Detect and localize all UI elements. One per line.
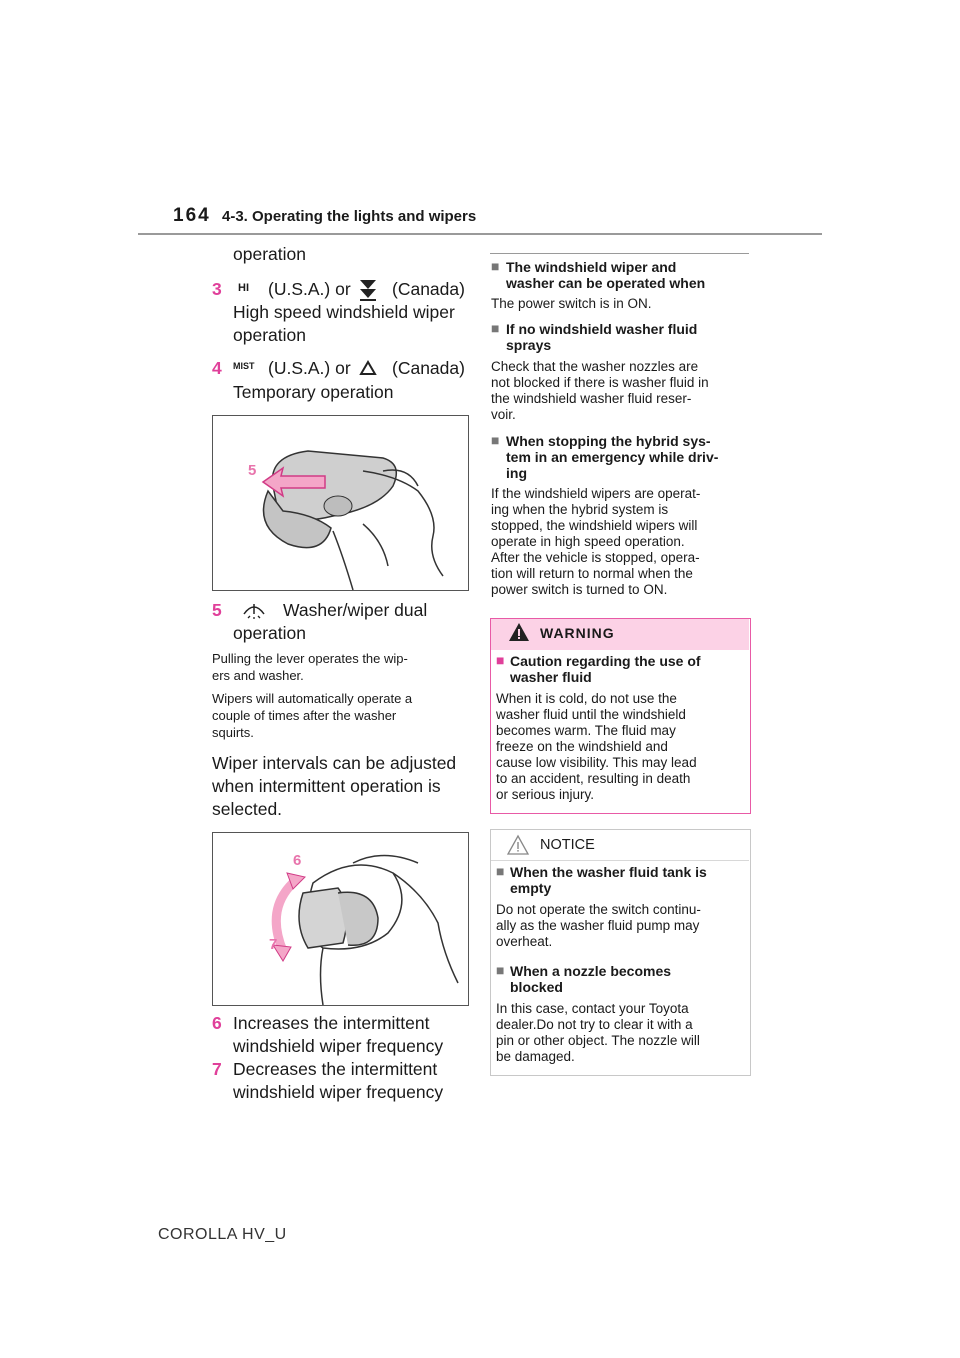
warning-text3: becomes warm. The fluid may — [496, 723, 676, 738]
s1-head1: The windshield wiper and — [506, 259, 677, 275]
high-speed-icon — [356, 277, 380, 303]
notice-divider — [491, 860, 749, 861]
note1-line1: Pulling the lever operates the wip- — [212, 651, 408, 666]
s2-text4: voir. — [491, 407, 516, 422]
item6-line1: Increases the intermittent — [233, 1013, 430, 1033]
item7-num: 7 — [212, 1059, 222, 1079]
footer-model: COROLLA HV_U — [158, 1226, 287, 1243]
item4-mid: (U.S.A.) or — [268, 358, 351, 378]
item3-desc1: High speed windshield wiper — [233, 302, 455, 322]
s1-text1: The power switch is in ON. — [491, 296, 652, 311]
notice-b-text2: dealer.Do not try to clear it with a — [496, 1017, 693, 1032]
notice-a-text3: overheat. — [496, 934, 553, 949]
lever-pull-illustration — [213, 416, 468, 590]
item5-title: Washer/wiper dual — [283, 600, 428, 620]
para-line3: selected. — [212, 799, 283, 819]
bullet-square-icon: ■ — [491, 258, 500, 274]
s2-head1: If no windshield washer fluid — [506, 321, 698, 337]
fig1-callout-5: 5 — [248, 462, 257, 479]
s3-text2: ing when the hybrid system is — [491, 502, 669, 517]
para-line2: when intermittent operation is — [212, 776, 441, 796]
hi-icon: HI — [238, 282, 249, 294]
notice-b-head1: When a nozzle becomes — [510, 963, 672, 979]
item3-num: 3 — [212, 279, 222, 299]
bullet-square-icon: ■ — [491, 432, 500, 448]
notice-a-head2: empty — [510, 880, 552, 896]
section-title: 4-3. Operating the lights and wipers — [222, 208, 477, 225]
s3-head2: tem in an emergency while driv- — [506, 449, 719, 465]
warning-text7: or serious injury. — [496, 787, 595, 802]
notice-a-text2: ally as the washer fluid pump may — [496, 918, 700, 933]
s2-head2: sprays — [506, 337, 552, 353]
item3-end: (Canada) — [392, 279, 465, 299]
bullet-square-icon: ■ — [496, 962, 505, 978]
s1-head2: washer can be operated when — [506, 275, 706, 291]
s2-text1: Check that the washer nozzles are — [491, 359, 699, 374]
bullet-square-icon: ■ — [491, 320, 500, 336]
s3-text1: If the windshield wipers are operat- — [491, 486, 701, 501]
mist-icon: MIST — [233, 361, 255, 371]
item5-title2: operation — [233, 623, 306, 643]
s3-text4: operate in high speed operation. — [491, 534, 685, 549]
notice-a-head1: When the washer fluid tank is — [510, 864, 707, 880]
note2-line2: couple of times after the washer — [212, 708, 397, 723]
warning-title: WARNING — [540, 625, 615, 641]
warning-head2: washer fluid — [510, 669, 592, 685]
item3-mid: (U.S.A.) or — [268, 279, 351, 299]
note1-line2: ers and washer. — [212, 668, 304, 683]
s3-head1: When stopping the hybrid sys- — [506, 433, 711, 449]
para-line1: Wiper intervals can be adjusted — [212, 753, 457, 773]
fig2-callout-7: 7 — [269, 936, 278, 953]
figure-interval-dial — [212, 832, 469, 1006]
warning-text5: cause low visibility. This may lead — [496, 755, 697, 770]
s3-text3: stopped, the windshield wipers will — [491, 518, 698, 533]
item6-num: 6 — [212, 1013, 222, 1033]
item4-end: (Canada) — [392, 358, 465, 378]
warning-text2: washer fluid until the windshield — [496, 707, 686, 722]
interval-dial-illustration — [213, 833, 468, 1005]
item5-num: 5 — [212, 600, 222, 620]
item4-desc: Temporary operation — [233, 382, 394, 402]
s3-text5: After the vehicle is stopped, opera- — [491, 550, 700, 565]
s3-head3: ing — [506, 465, 527, 481]
item4-num: 4 — [212, 358, 222, 378]
fig2-callout-6: 6 — [293, 852, 302, 869]
s3-text7: power switch is turned to ON. — [491, 582, 668, 597]
notice-b-text4: be damaged. — [496, 1049, 575, 1064]
s3-text6: tion will return to normal when the — [491, 566, 693, 581]
bullet-square-icon: ■ — [496, 652, 505, 668]
note2-line1: Wipers will automatically operate a — [212, 691, 413, 706]
note2-line3: squirts. — [212, 725, 254, 740]
warning-text4: freeze on the windshield and — [496, 739, 668, 754]
item6-line2: windshield wiper frequency — [233, 1036, 444, 1056]
notice-a-text1: Do not operate the switch continu- — [496, 902, 701, 917]
warning-triangle-icon — [508, 622, 530, 642]
cont-text: operation — [233, 244, 306, 264]
washer-wiper-icon — [240, 596, 268, 622]
notice-b-head2: blocked — [510, 979, 563, 995]
notice-b-text3: pin or other object. The nozzle will — [496, 1033, 700, 1048]
header-rule — [138, 233, 822, 235]
bullet-square-icon: ■ — [496, 863, 505, 879]
s2-text3: the windshield washer fluid reser- — [491, 391, 692, 406]
notice-b-text1: In this case, contact your Toyota — [496, 1001, 689, 1016]
notice-title: NOTICE — [540, 837, 595, 853]
page-number: 164 — [173, 205, 211, 226]
item7-line1: Decreases the intermittent — [233, 1059, 438, 1079]
figure-washer-lever — [212, 415, 469, 591]
s2-text2: not blocked if there is washer fluid in — [491, 375, 709, 390]
item7-line2: windshield wiper frequency — [233, 1082, 444, 1102]
mist-triangle-icon — [359, 360, 377, 376]
warning-text6: to an accident, resulting in death — [496, 771, 691, 786]
warning-head1: Caution regarding the use of — [510, 653, 701, 669]
right-col-rule — [490, 253, 749, 254]
warning-text1: When it is cold, do not use the — [496, 691, 677, 706]
item3-desc2: operation — [233, 325, 306, 345]
notice-triangle-icon — [506, 834, 530, 856]
